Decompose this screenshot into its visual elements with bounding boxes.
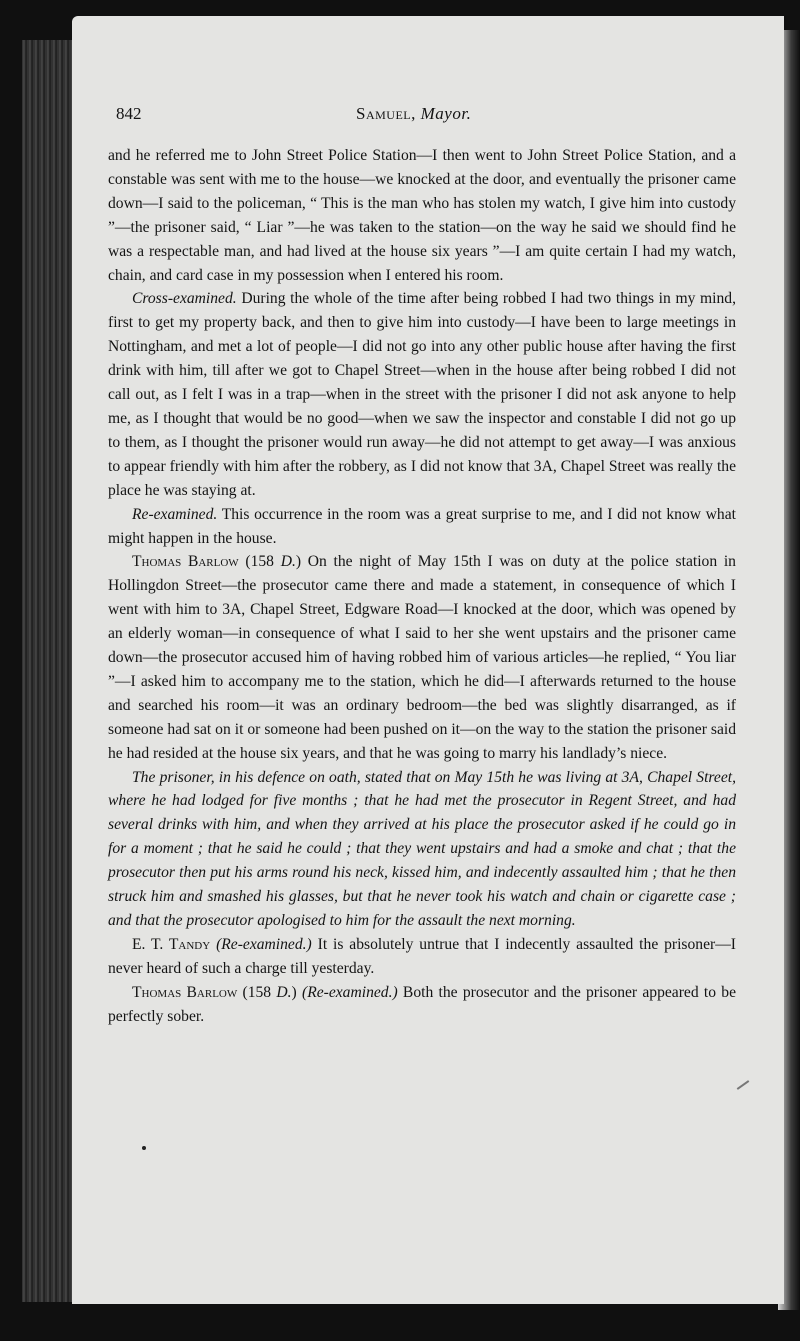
paragraph-cross-examined [108,287,736,502]
paragraph-tandy-reexamined [108,933,736,981]
paragraph-prisoner-defence [108,766,736,933]
page-content [108,104,736,1029]
running-head [356,104,471,124]
barlow-reexamined-text: Both the prosecutor and the prisoner appeared to be perfectly sober. [108,983,736,1025]
badge-close-2: ) [291,983,302,1001]
barlow-reexamined-label: (Re-examined.) [302,983,398,1001]
paragraph-barlow-reexamined [108,981,736,1029]
witness-name-barlow: Thomas Barlow [132,553,239,571]
book-spine-edge [22,40,74,1302]
tandy-reexamined-label: (Re-examined.) [210,935,312,953]
witness-name-barlow-2: Thomas Barlow [132,983,238,1001]
running-head-name: Samuel, [356,104,416,123]
re-examined-text: This occurrence in the room was a great surprise to me, and I did not know what might happen in the house. [108,505,736,547]
page-header [116,104,736,134]
badge-open: (158 [238,553,281,571]
margin-dot-mark [142,1146,146,1150]
barlow-testimony-text: On the night of May 15th I was on duty at the police station in Hollingdon Street—the prosecutor came there and made a statement, in consequence of which I went with him to 3A, Chapel Street, Edgware Road—I knocked at the door, which was opened by an elderly woman—in consequence of what I said to her she went upstairs and the prisoner came down—the prosecutor accused him of having robbed him of various articles—he replied, “ You liar ”—I asked him to accompany me to the station, which he did—I afterwards returned to the house and searched his room—it was an ordinary bedroom—the bed was slightly disarranged, as if someone had sat on it or someone had been pushed on it—on the way to the station the prisoner said he had resided at the house six years, and that he was going to marry his landlady’s niece. [108,553,736,762]
paragraph-barlow-testimony [108,550,736,765]
cross-examined-label: Cross-examined. [132,290,237,308]
paragraph-1 [108,144,736,287]
cross-examined-text: During the whole of the time after being robbed I had two things in my mind, first to get my property back, and then to give him into custody—I have been to large meetings in Nottingham, and met a lot of people—I did not go into any other public house after having the first drink with him, till after we got to Chapel Street—when in the house after being robbed I did not call out, as I felt I was in a trap—when in the street with the prisoner I did not ask anyone to help me, as I thought that would be no good—when we saw the inspector and constable I did not go up to them, as I thought the prisoner would run away—he did not attempt to get away—I was anxious to appear friendly with him after the robbery, as I did not know that 3A, Chapel Street was really the place he was staying at. [108,290,736,499]
prisoner-defence-text: The prisoner, in his defence on oath, stated that on May 15th he was living at 3A, Chapel Street, where he had lodged for five months ; that he had met the prosecutor in Regent Street, and had several drinks with him, and when they arrived at his place the prosecutor asked if he could go in for a moment ; that he said he could ; that they went upstairs and had a smoke and chat ; that the prosecutor then put his arms round his neck, kissed him, and indecently assaulted him ; that he then struck him and smashed his glasses, but that he never took his watch and chain or cigarette case ; and that the prosecutor apologised to him for the assault the next morning. [108,768,736,929]
paragraph-re-examined [108,503,736,551]
badge-close: ) [295,553,302,571]
witness-name-tandy: E. T. Tandy [132,935,211,953]
running-head-title: Mayor. [420,104,472,123]
paragraph-1-text: and he referred me to John Street Police Station—I then went to John Street Police Station, and a constable was sent with me to the house—we knocked at the door, and eventually the prisoner came down—I said to the policeman, “ This is the man who has stolen my watch, I give him into custody ”—the prisoner said, “ Liar ”—he was taken to the station—on the way he said we should find he was a respectable man, and had lived at the house six years ”—I am quite certain I had my watch, chain, and card case in my possession when I entered his room. [108,147,736,284]
body-text [108,144,736,1029]
tandy-reexamined-text: It is absolutely untrue that I indecently assaulted the prisoner—I never heard of such a charge till yesterday. [108,935,736,977]
badge-letter-2: D. [276,983,292,1001]
margin-pencil-mark [737,1080,750,1090]
badge-open-2: (158 [237,983,277,1001]
re-examined-label: Re-examined. [132,505,218,523]
badge-letter: D. [280,553,296,571]
page-number: 842 [116,104,142,123]
book-page [72,16,784,1304]
